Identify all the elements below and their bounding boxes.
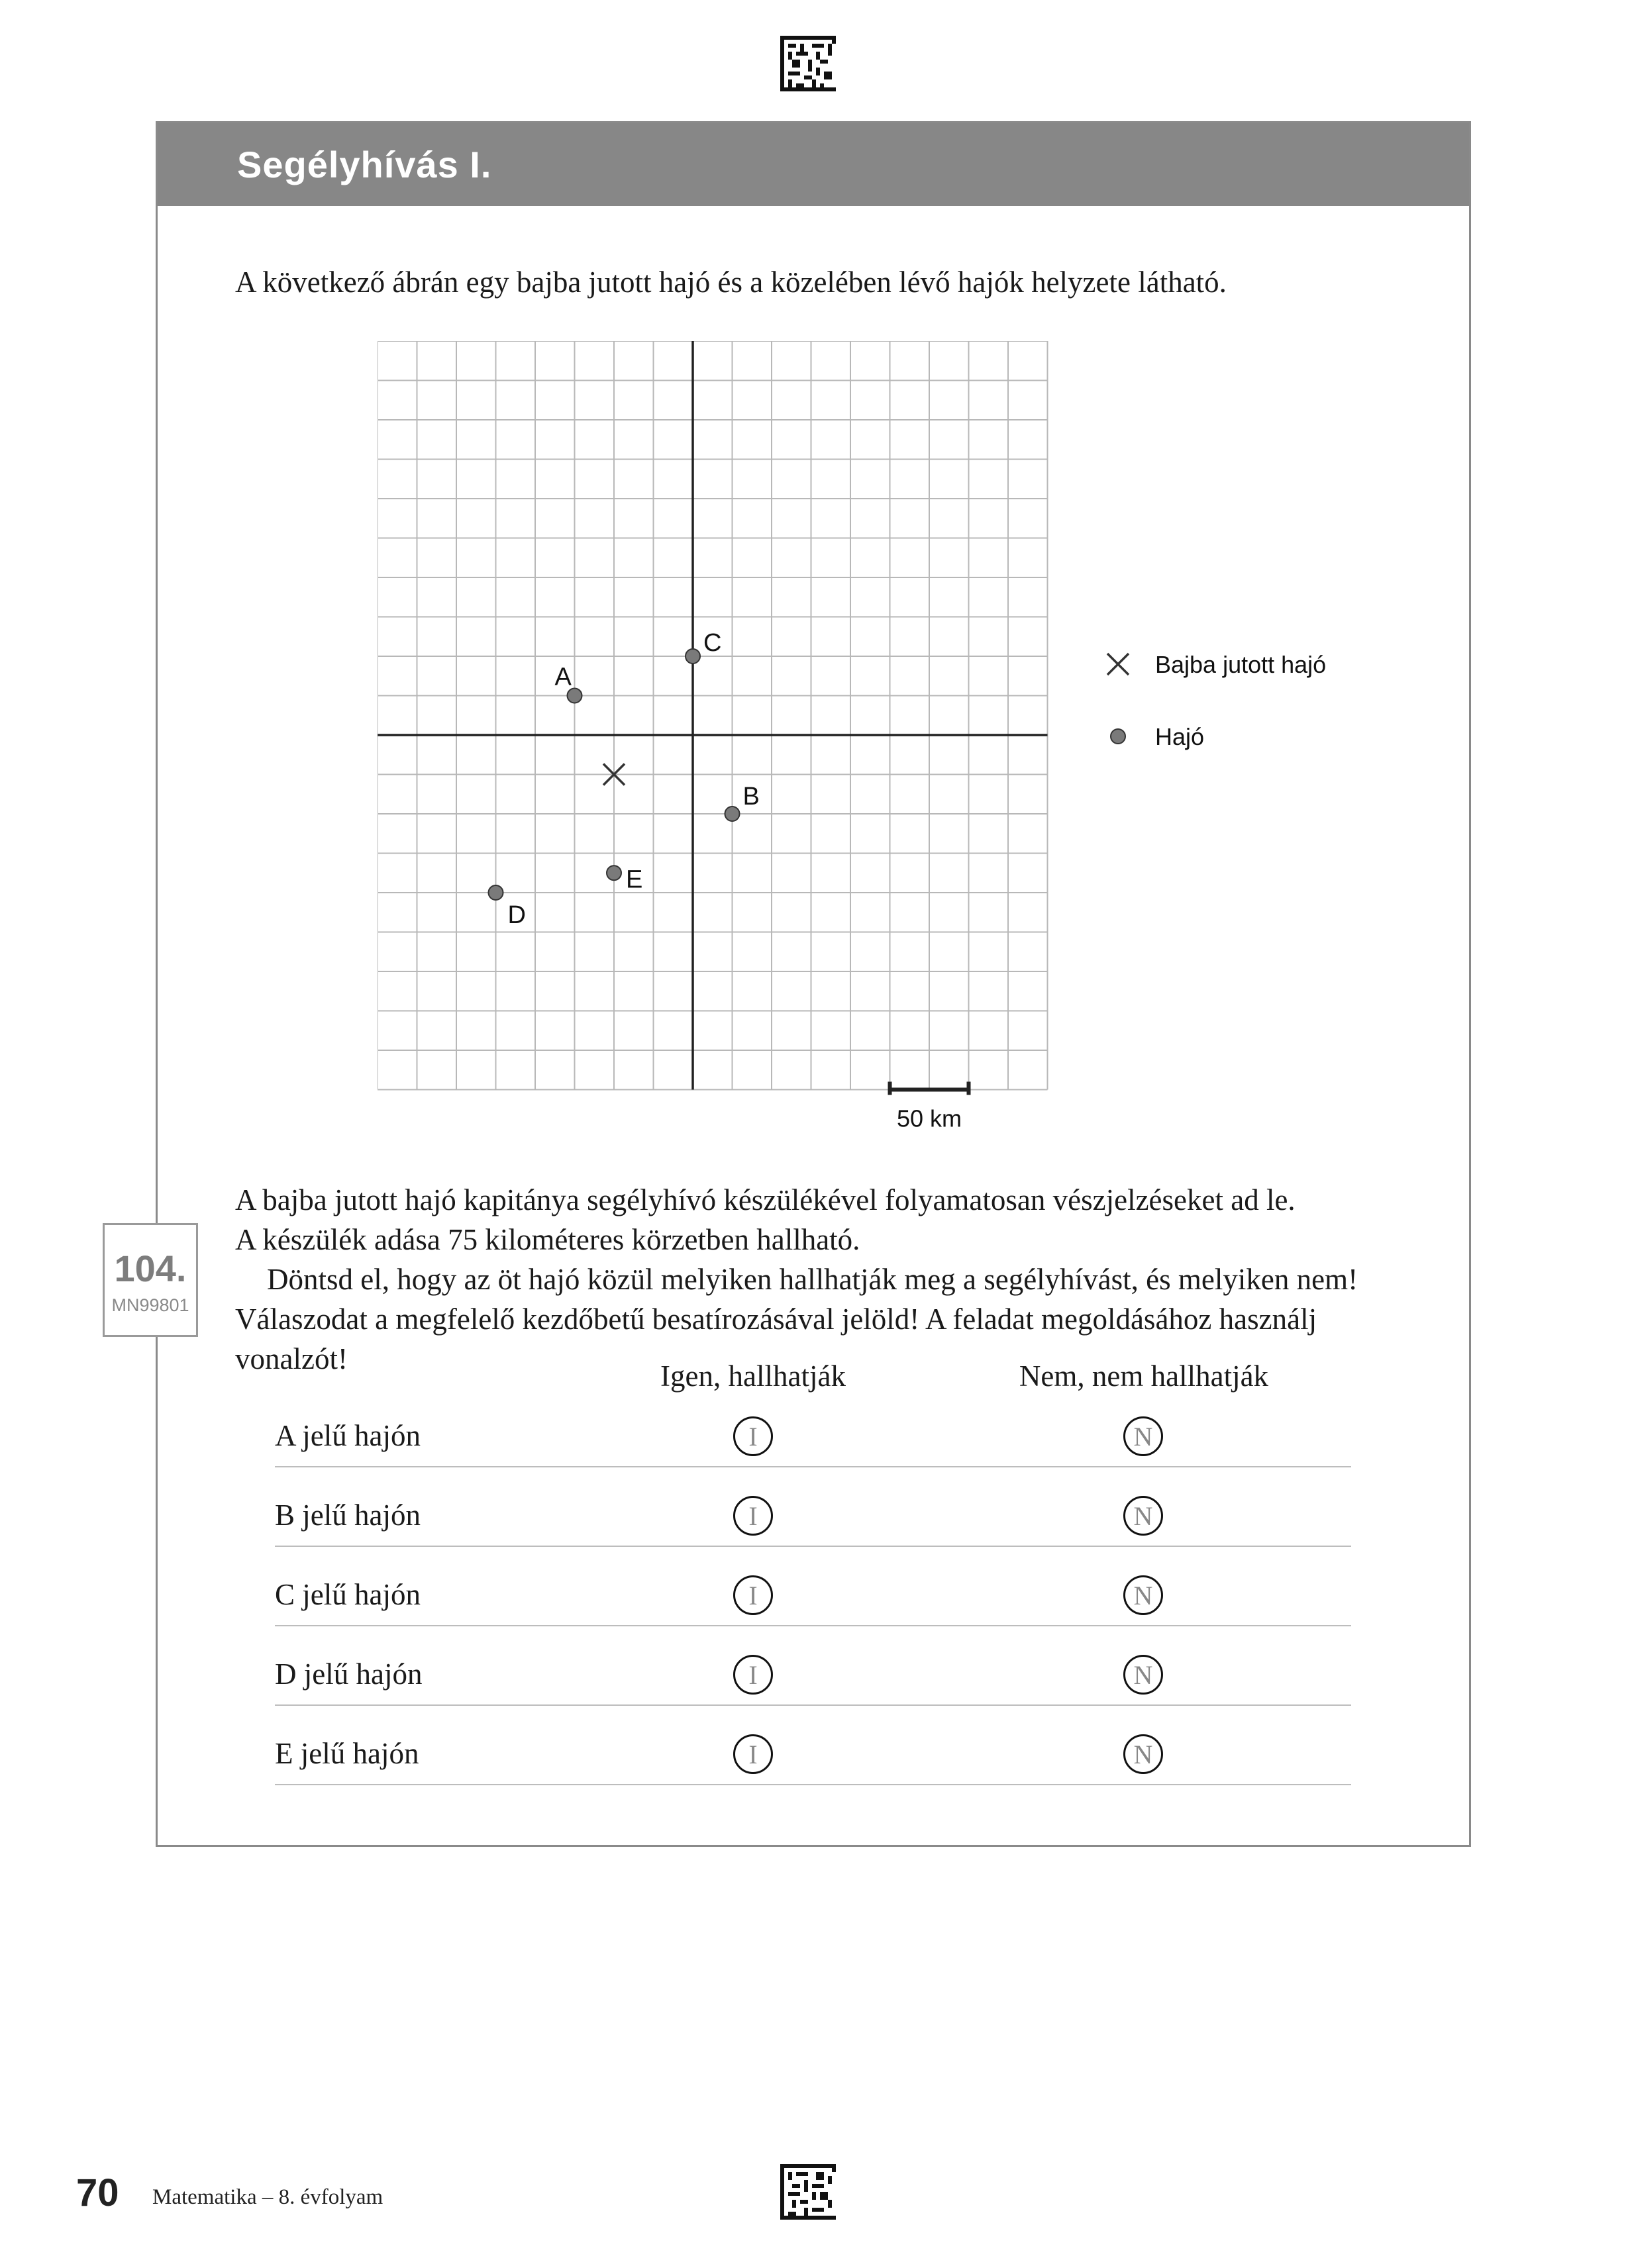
answer-yes-bubble[interactable]: I [733,1575,773,1615]
answer-yes-bubble[interactable]: I [733,1734,773,1774]
legend-distress-label: Bajba jutott hajó [1155,651,1327,678]
qr-code-top-icon [780,36,836,91]
answer-row-c [275,1547,1351,1626]
task-header [158,123,1469,206]
ship-position-map [378,341,1364,1136]
map-grid [378,341,1048,1090]
answer-row-e [275,1706,1351,1785]
task-title: Segélyhívás I. [237,144,492,185]
row-label: C jelű hajón [275,1578,421,1611]
legend-ship-label: Hajó [1155,723,1205,750]
answer-no-bubble[interactable]: N [1123,1416,1163,1456]
row-label: B jelű hajón [275,1499,421,1532]
legend-cross-icon [1107,654,1129,675]
task-instructions [235,1180,1474,1379]
answer-yes-bubble[interactable]: I [733,1416,773,1456]
answer-row-a [275,1388,1351,1467]
instruction-line: vonalzót! [235,1342,348,1375]
instruction-line: A készülék adása 75 kilométeres körzetben hallható. [235,1223,860,1256]
qr-code-bottom-icon [780,2164,836,2220]
row-label: D jelű hajón [275,1657,423,1691]
ship-c-label: C [703,629,722,657]
answer-no-bubble[interactable]: N [1123,1655,1163,1695]
task-code: MN99801 [111,1295,189,1315]
answer-no-bubble[interactable]: N [1123,1734,1163,1774]
row-label: E jelű hajón [275,1737,419,1770]
footer-subject: Matematika – 8. évfolyam [152,2185,383,2209]
answer-yes-bubble[interactable]: I [733,1655,773,1695]
ship-a-label: A [554,663,572,691]
task-number: 104. [114,1248,187,1289]
ship-b-label: B [742,783,760,811]
answer-row-b [275,1467,1351,1547]
instruction-line: A bajba jutott hajó kapitánya segélyhívó készülékével folyamatosan vészjelzéseket ad le. [235,1183,1296,1216]
answer-no-bubble[interactable]: N [1123,1496,1163,1536]
legend-dot-icon [1111,729,1125,744]
page-number: 70 [76,2171,119,2214]
ship-d-marker [489,885,503,900]
row-label: A jelű hajón [275,1419,421,1452]
answer-row-d [275,1626,1351,1706]
instruction-line: Döntsd el, hogy az öt hajó közül melyiken hallhatják meg a segélyhívást, és melyiken nem! [267,1263,1358,1296]
intro-text: A következő ábrán egy bajba jutott hajó és a közelében lévő hajók helyzete látható. [235,266,1227,299]
yes-column-header: Igen, hallhatják [660,1359,846,1393]
ship-e-marker [607,865,621,880]
instruction-line: Válaszodat a megfelelő kezdőbetű besatírozásával jelöld! A feladat megoldásához használj [235,1303,1317,1336]
no-column-header: Nem, nem hallhatják [1019,1359,1269,1393]
answer-no-bubble[interactable]: N [1123,1575,1163,1615]
ship-e-label: E [626,865,643,894]
answer-yes-bubble[interactable]: I [733,1496,773,1536]
scale-label: 50 km [896,1105,962,1132]
ship-d-label: D [507,901,526,929]
ship-b-marker [725,807,740,821]
ship-c-marker [686,649,700,664]
task-number-badge [103,1223,198,1337]
